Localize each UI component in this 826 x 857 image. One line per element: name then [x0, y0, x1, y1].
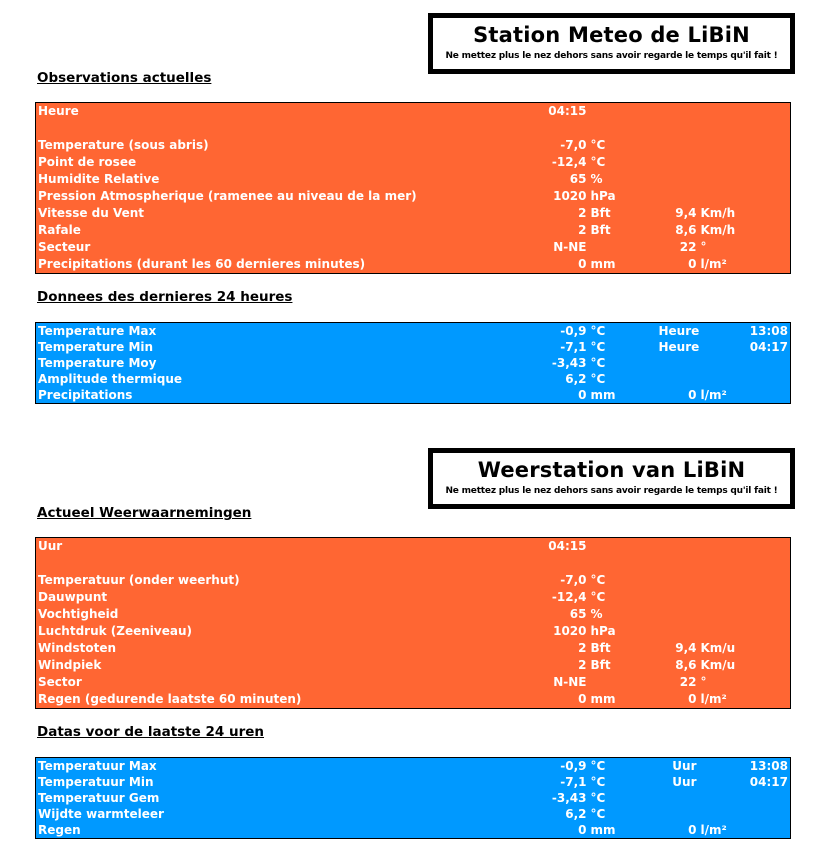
table-row	[36, 806, 791, 822]
table-cell	[421, 120, 589, 137]
table-row	[36, 758, 791, 775]
table-cell	[589, 555, 657, 572]
table-cell	[657, 371, 699, 387]
current-observations-table-nl	[35, 537, 791, 709]
table-cell	[699, 371, 791, 387]
table-cell: -3,43	[551, 356, 587, 370]
table-row	[36, 623, 791, 640]
table-cell	[699, 589, 791, 606]
table-cell: 1020	[553, 189, 587, 203]
table-cell	[657, 538, 699, 556]
table-row	[36, 154, 791, 171]
table-cell	[589, 674, 657, 691]
table-cell: 65	[569, 607, 587, 621]
table-cell: Luchtdruk (Zeeniveau)	[38, 624, 192, 638]
table-cell	[699, 188, 791, 205]
table-cell	[657, 154, 699, 171]
last24h-table-nl	[35, 757, 791, 839]
table-row	[36, 355, 791, 371]
table-row	[36, 171, 791, 188]
table-cell: °	[700, 240, 707, 254]
table-cell	[699, 806, 791, 822]
table-cell: 0	[688, 692, 697, 706]
table-cell: 04:15	[548, 104, 587, 118]
heading-last24h-fr: Donnees des dernieres 24 heures	[37, 289, 293, 305]
table-cell: °C	[590, 340, 606, 354]
table-cell: %	[590, 607, 603, 621]
table-cell: -7,1	[560, 775, 587, 789]
table-cell	[657, 137, 699, 154]
table-cell	[657, 572, 699, 589]
table-cell: hPa	[590, 624, 616, 638]
table-cell	[589, 538, 657, 556]
table-row	[36, 774, 791, 790]
table-cell: 0	[578, 257, 587, 271]
table-cell: Temperatuur Min	[38, 775, 154, 789]
table-cell	[36, 555, 421, 572]
section-dutch	[35, 448, 790, 839]
table-cell: %	[590, 172, 603, 186]
table-row	[36, 387, 791, 404]
table-cell: Sector	[38, 675, 82, 689]
table-cell: Km/h	[700, 223, 736, 237]
table-cell	[699, 555, 791, 572]
table-row	[36, 103, 791, 121]
current-observations-table-fr	[35, 102, 791, 274]
table-cell: Vitesse du Vent	[38, 206, 145, 220]
table-cell: -7,0	[560, 138, 587, 152]
table-cell: Regen (gedurende laatste 60 minuten)	[38, 692, 302, 706]
table-cell: °C	[590, 155, 606, 169]
table-cell: mm	[590, 388, 616, 402]
table-cell: Km/h	[700, 206, 736, 220]
table-cell: 2	[578, 206, 587, 220]
table-cell: 1020	[553, 624, 587, 638]
table-cell	[699, 103, 791, 121]
table-cell	[36, 120, 421, 137]
table-cell: 8,6	[675, 658, 697, 672]
table-cell: Bft	[590, 658, 611, 672]
table-cell	[657, 171, 699, 188]
table-cell: 0	[688, 823, 697, 837]
table-cell: Uur	[38, 539, 63, 553]
table-cell: 0	[578, 388, 587, 402]
section-french	[35, 13, 790, 404]
table-cell: °C	[590, 372, 606, 386]
table-cell: l/m²	[700, 388, 727, 402]
table-row	[36, 674, 791, 691]
table-cell	[657, 355, 699, 371]
table-row	[36, 323, 791, 340]
table-cell: 13:08	[749, 759, 788, 773]
table-cell: Temperature Moy	[38, 356, 157, 370]
table-cell: -3,43	[551, 791, 587, 805]
table-row	[36, 822, 791, 839]
table-row	[36, 572, 791, 589]
table-cell: °C	[590, 324, 606, 338]
table-cell: -12,4	[551, 590, 587, 604]
table-row	[36, 657, 791, 674]
banner-title-fr: Station Meteo de LiBiN	[473, 23, 750, 47]
table-cell: Windstoten	[38, 641, 117, 655]
heading-current-observations-fr: Observations actuelles	[37, 70, 212, 86]
table-row	[36, 606, 791, 623]
table-cell	[699, 137, 791, 154]
table-cell: -12,4	[551, 155, 587, 169]
station-banner-nl	[428, 448, 795, 509]
table-row	[36, 137, 791, 154]
table-cell: Km/u	[700, 641, 736, 655]
table-cell: Heure	[38, 104, 79, 118]
table-row	[36, 256, 791, 274]
table-cell: Rafale	[38, 223, 81, 237]
table-cell	[699, 572, 791, 589]
table-cell: Secteur	[38, 240, 91, 254]
table-row	[36, 222, 791, 239]
table-cell: Dauwpunt	[38, 590, 108, 604]
table-cell: °C	[590, 573, 606, 587]
table-cell: -7,0	[560, 573, 587, 587]
table-cell: °C	[590, 759, 606, 773]
table-row	[36, 790, 791, 806]
table-cell	[657, 555, 699, 572]
table-cell: 13:08	[749, 324, 788, 338]
table-cell	[657, 806, 699, 822]
table-cell: Temperature Max	[38, 324, 157, 338]
table-cell: 0	[578, 823, 587, 837]
table-cell: Heure	[658, 340, 700, 354]
table-cell: °C	[590, 807, 606, 821]
banner-subtitle-fr: Ne mettez plus le nez dehors sans avoir regarde le temps qu'il fait !	[445, 51, 778, 61]
table-cell	[657, 188, 699, 205]
table-row	[36, 589, 791, 606]
table-cell: °C	[590, 138, 606, 152]
table-cell	[699, 120, 791, 137]
table-cell: 22	[679, 240, 697, 254]
table-row	[36, 640, 791, 657]
table-cell: 0	[688, 388, 697, 402]
table-cell: Point de rosee	[38, 155, 137, 169]
table-cell: l/m²	[700, 823, 727, 837]
table-cell: hPa	[590, 189, 616, 203]
table-cell: 9,4	[675, 641, 697, 655]
table-cell: N-NE	[553, 675, 587, 689]
table-cell: Bft	[590, 641, 611, 655]
table-cell	[657, 623, 699, 640]
table-cell: -0,9	[560, 759, 587, 773]
table-cell	[589, 120, 657, 137]
last24h-table-fr	[35, 322, 791, 404]
table-cell: °C	[590, 590, 606, 604]
banner-subtitle-nl: Ne mettez plus le nez dehors sans avoir regarde le temps qu'il fait !	[445, 486, 778, 496]
table-cell: Bft	[590, 223, 611, 237]
table-cell: Bft	[590, 206, 611, 220]
table-cell: Uur	[672, 759, 697, 773]
table-cell	[589, 103, 657, 121]
table-row	[36, 555, 791, 572]
table-cell: Pression Atmospherique (ramenee au niveau de la mer)	[38, 189, 417, 203]
table-cell: 04:15	[548, 539, 587, 553]
table-cell	[657, 103, 699, 121]
table-cell	[699, 355, 791, 371]
table-cell: °C	[590, 791, 606, 805]
table-cell	[589, 239, 657, 256]
table-cell: 65	[569, 172, 587, 186]
table-cell: 0	[578, 692, 587, 706]
table-cell: 0	[688, 257, 697, 271]
table-cell	[699, 606, 791, 623]
table-cell	[699, 790, 791, 806]
table-cell: °C	[590, 775, 606, 789]
table-cell: Vochtigheid	[38, 607, 119, 621]
table-cell: Regen	[38, 823, 81, 837]
table-cell: °C	[590, 356, 606, 370]
table-cell: 2	[578, 641, 587, 655]
table-cell: Uur	[672, 775, 697, 789]
table-cell: -0,9	[560, 324, 587, 338]
table-row	[36, 538, 791, 556]
table-cell: Wijdte warmteleer	[38, 807, 164, 821]
station-banner-fr	[428, 13, 795, 74]
table-cell: Temperatuur Gem	[38, 791, 160, 805]
heading-last24h-nl: Datas voor de laatste 24 uren	[37, 724, 265, 740]
table-cell: 9,4	[675, 206, 697, 220]
table-cell	[657, 606, 699, 623]
heading-current-observations-nl: Actueel Weerwaarnemingen	[37, 505, 252, 521]
table-row	[36, 339, 791, 355]
table-cell	[657, 589, 699, 606]
table-cell: Windpiek	[38, 658, 102, 672]
table-cell	[699, 538, 791, 556]
table-cell	[699, 623, 791, 640]
table-row	[36, 239, 791, 256]
table-cell: N-NE	[553, 240, 587, 254]
table-cell: l/m²	[700, 257, 727, 271]
table-cell: 6,2	[565, 807, 587, 821]
table-cell: 22	[679, 675, 697, 689]
table-cell: -7,1	[560, 340, 587, 354]
table-cell	[699, 171, 791, 188]
table-row	[36, 120, 791, 137]
table-cell: Temperature (sous abris)	[38, 138, 209, 152]
table-cell	[421, 555, 589, 572]
table-cell: Temperature Min	[38, 340, 154, 354]
table-row	[36, 371, 791, 387]
table-cell: Heure	[658, 324, 700, 338]
table-cell: Humidite Relative	[38, 172, 160, 186]
table-cell: l/m²	[700, 692, 727, 706]
table-cell	[699, 154, 791, 171]
table-cell: mm	[590, 692, 616, 706]
table-row	[36, 188, 791, 205]
table-cell: Precipitations	[38, 388, 133, 402]
table-cell	[657, 790, 699, 806]
table-row	[36, 205, 791, 222]
table-cell: mm	[590, 823, 616, 837]
table-cell: mm	[590, 257, 616, 271]
table-cell: °	[700, 675, 707, 689]
table-cell: Amplitude thermique	[38, 372, 183, 386]
table-cell: Km/u	[700, 658, 736, 672]
table-cell: Temperatuur (onder weerhut)	[38, 573, 240, 587]
table-cell: Precipitations (durant les 60 dernieres minutes)	[38, 257, 366, 271]
banner-title-nl: Weerstation van LiBiN	[477, 458, 746, 482]
table-cell: 04:17	[749, 775, 788, 789]
table-cell: 2	[578, 658, 587, 672]
table-cell: Temperatuur Max	[38, 759, 157, 773]
table-cell	[657, 120, 699, 137]
table-row	[36, 691, 791, 709]
table-cell: 6,2	[565, 372, 587, 386]
table-cell: 04:17	[749, 340, 788, 354]
table-cell: 8,6	[675, 223, 697, 237]
table-cell: 2	[578, 223, 587, 237]
